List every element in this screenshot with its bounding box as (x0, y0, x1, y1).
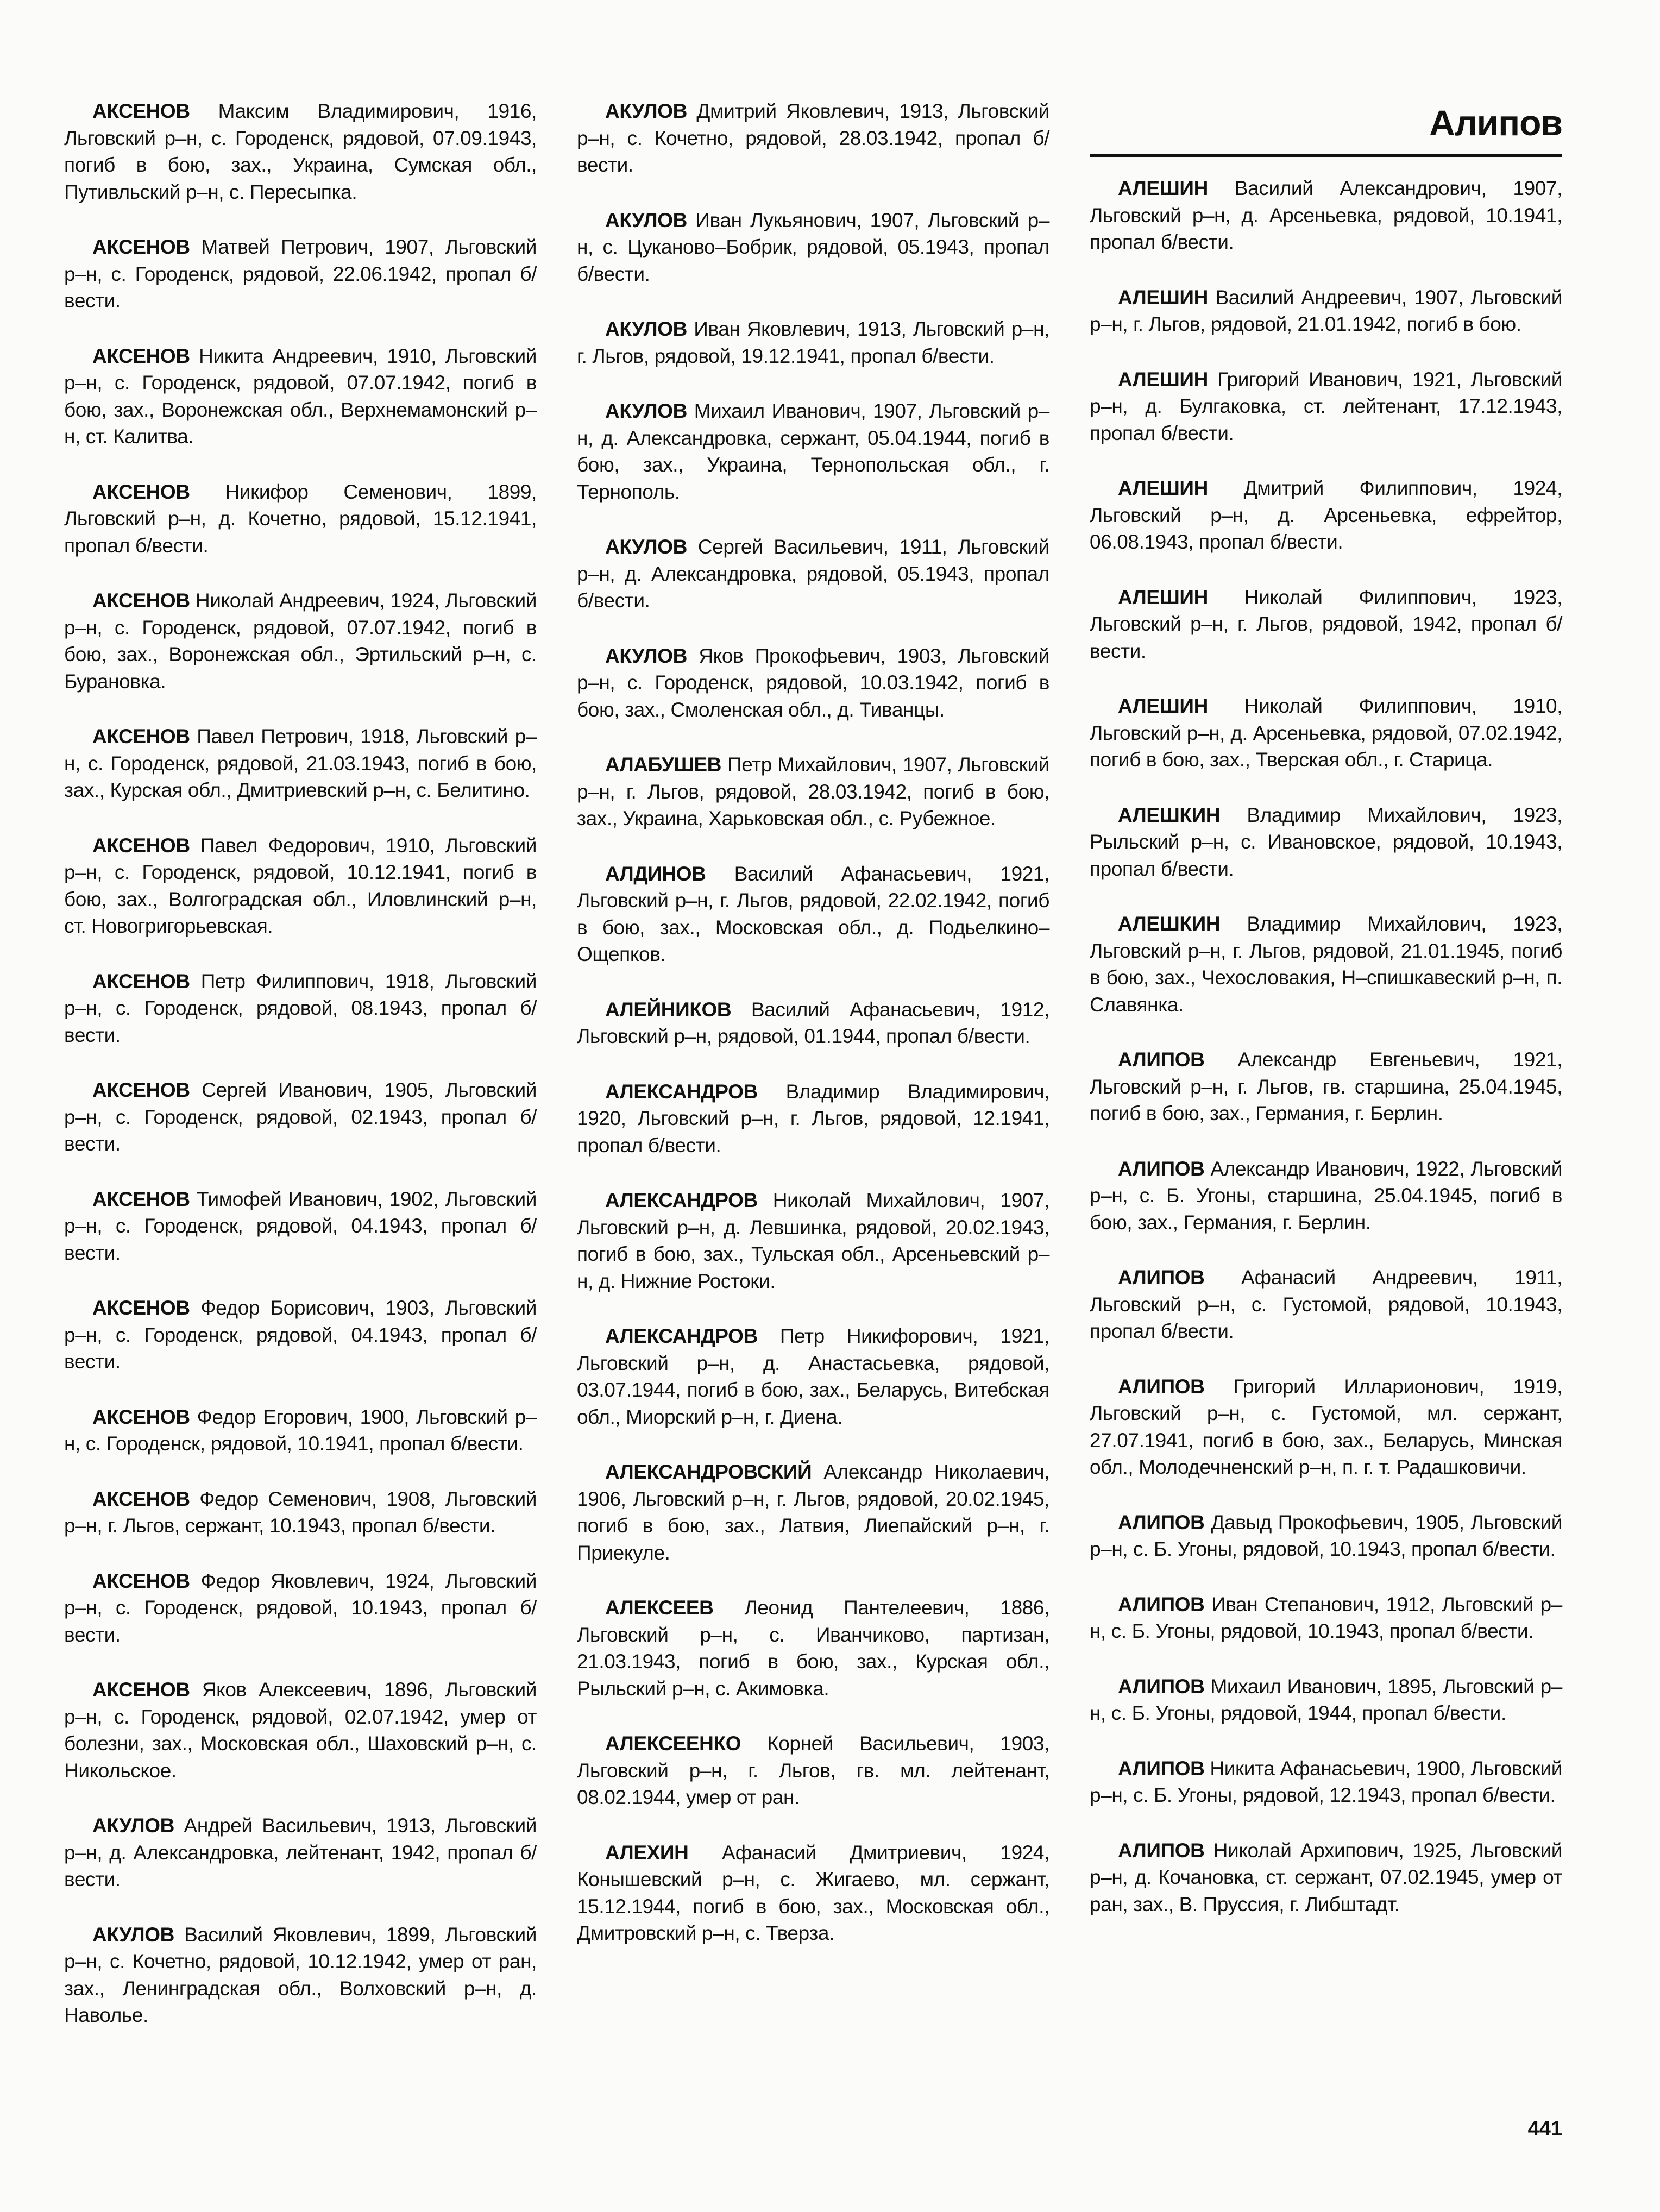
entry-surname: АЛДИНОВ (605, 862, 706, 885)
record-entry (1090, 1509, 1562, 1563)
entry-surname: АЛИПОВ (1118, 1757, 1205, 1780)
entry-surname: АКСЕНОВ (92, 970, 190, 992)
record-entry (577, 860, 1049, 968)
entry-details: Николай Филиппович, 1923, Льговский р–н, г. Льгов, рядовой, 1942, пропал б/вести. (1090, 586, 1562, 662)
entry-surname: АЛЕКСАНДРОВ (605, 1189, 758, 1211)
entry-surname: АКУЛОВ (605, 100, 687, 122)
entry-surname: АЛЕШИН (1118, 695, 1208, 717)
entry-details: Сергей Васильевич, 1911, Льговский р–н, д. Александровка, рядовой, 05.1943, пропал б/вести. (577, 536, 1049, 612)
entry-details: Сергей Иванович, 1905, Льговский р–н, с. Городенск, рядовой, 02.1943, пропал б/вести. (64, 1079, 537, 1155)
entry-surname: АКУЛОВ (605, 400, 687, 422)
entry-surname: АКСЕНОВ (92, 1679, 190, 1701)
entry-details: Петр Михайлович, 1907, Льговский р–н, г. Льгов, рядовой, 28.03.1942, погиб в бою, зах., Украина, Харьковская обл., с. Рубежное. (577, 753, 1049, 830)
entry-details: Владимир Михайлович, 1923, Рыльский р–н, с. Ивановское, рядовой, 10.1943, пропал б/вести. (1090, 803, 1562, 880)
entry-details: Матвей Петрович, 1907, Льговский р–н, с. Городенск, рядовой, 22.06.1942, пропал б/вести. (64, 236, 537, 312)
entry-surname: АЛЕКСАНДРОВСКИЙ (605, 1461, 812, 1483)
entry-details: Петр Филиппович, 1918, Льговский р–н, с. Городенск, рядовой, 08.1943, пропал б/вести. (64, 970, 537, 1046)
entry-details: Андрей Васильевич, 1913, Льговский р–н, д. Александровка, лейтенант, 1942, пропал б/вести. (64, 1814, 537, 1890)
record-entry (64, 723, 537, 804)
entry-surname: АЛЕШИН (1118, 177, 1208, 199)
entry-details: Афанасий Андреевич, 1911, Льговский р–н, с. Густомой, рядовой, 10.1943, пропал б/вести. (1090, 1266, 1562, 1342)
entry-details: Давыд Прокофьевич, 1905, Льговский р–н, с. Б. Угоны, рядовой, 10.1943, пропал б/вести. (1090, 1511, 1562, 1560)
running-header: Алипов (1429, 103, 1562, 143)
entry-details: Дмитрий Яковлевич, 1913, Льговский р–н, с. Кочетно, рядовой, 28.03.1942, пропал б/вести. (577, 100, 1049, 176)
record-entry (64, 1812, 537, 1893)
entry-surname: АКУЛОВ (605, 209, 687, 231)
record-entry (1090, 802, 1562, 883)
entry-surname: АЛЕШИН (1118, 286, 1208, 309)
entry-details: Федор Борисович, 1903, Льговский р–н, с. Городенск, рядовой, 04.1943, пропал б/вести. (64, 1297, 537, 1373)
record-entry (1090, 366, 1562, 447)
column-3 (1090, 175, 1562, 1946)
record-entry (1090, 1264, 1562, 1345)
entry-surname: АКУЛОВ (92, 1923, 174, 1946)
record-entry (64, 968, 537, 1049)
entry-details: Федор Яковлевич, 1924, Льговский р–н, с. Городенск, рядовой, 10.1943, пропал б/вести. (64, 1569, 537, 1646)
record-entry (64, 234, 537, 315)
record-entry (1090, 284, 1562, 338)
entry-details: Максим Владимирович, 1916, Льговский р–н, с. Городенск, рядовой, 07.09.1943, погиб в бою, зах., Украина, Сумская обл., Путивльский р–н, с. Пересыпка. (64, 100, 537, 203)
entry-surname: АКСЕНОВ (92, 1569, 190, 1592)
entry-details: Иван Лукьянович, 1907, Льговский р–н, с. Цуканово–Бобрик, рядовой, 05.1943, пропал б/вести. (577, 209, 1049, 285)
entry-details: Александр Николаевич, 1906, Льговский р–н, г. Льгов, рядовой, 20.02.1945, погиб в бою, зах., Латвия, Лиепайский р–н, г. Приекуле. (577, 1461, 1049, 1564)
entry-surname: АЛЕШИН (1118, 368, 1208, 391)
record-entry (64, 1404, 537, 1457)
entry-surname: АЛИПОВ (1118, 1593, 1205, 1616)
entry-details: Александр Иванович, 1922, Льговский р–н, с. Б. Угоны, старшина, 25.04.1945, погиб в бою, зах., Германия, г. Берлин. (1090, 1157, 1562, 1234)
record-entry (577, 207, 1049, 288)
entry-details: Василий Афанасьевич, 1912, Льговский р–н, рядовой, 01.1944, пропал б/вести. (577, 998, 1049, 1047)
record-entry (64, 479, 537, 560)
entry-surname: АКСЕНОВ (92, 1079, 190, 1101)
record-entry (577, 398, 1049, 505)
entry-details: Корней Васильевич, 1903, Льговский р–н, г. Льгов, гв. мл. лейтенант, 08.02.1944, умер от ран. (577, 1732, 1049, 1808)
entry-surname: АКУЛОВ (92, 1814, 174, 1837)
record-entry (1090, 1155, 1562, 1236)
entry-surname: АКСЕНОВ (92, 480, 190, 503)
entry-details: Яков Алексеевич, 1896, Льговский р–н, с. Городенск, рядовой, 02.07.1942, умер от болезни, зах., Московская обл., Шаховский р–н, с. Никольское. (64, 1679, 537, 1782)
entry-details: Василий Андреевич, 1907, Льговский р–н, г. Льгов, рядовой, 21.01.1942, погиб в бою. (1090, 286, 1563, 335)
entry-details: Николай Андреевич, 1924, Льговский р–н, с. Городенск, рядовой, 07.07.1942, погиб в бою, зах., Воронежская обл., Эртильский р–н, с. Бурановка. (64, 589, 537, 693)
entry-details: Александр Евгеньевич, 1921, Льговский р–н, г. Льгов, гв. старшина, 25.04.1945, погиб в бою, зах., Германия, г. Берлин. (1090, 1048, 1562, 1124)
record-entry (1090, 584, 1562, 665)
record-entry (64, 587, 537, 695)
entry-surname: АКСЕНОВ (92, 344, 190, 367)
record-entry (577, 996, 1049, 1050)
entry-details: Владимир Владимирович, 1920, Льговский р–н, г. Льгов, рядовой, 12.1941, пропал б/вести. (577, 1080, 1049, 1157)
entry-details: Никита Афанасьевич, 1900, Льговский р–н, с. Б. Угоны, рядовой, 12.1943, пропал б/вести. (1090, 1757, 1562, 1806)
entry-details: Михаил Иванович, 1895, Льговский р–н, с. Б. Угоны, рядовой, 1944, пропал б/вести. (1090, 1675, 1562, 1724)
entry-details: Никифор Семенович, 1899, Льговский р–н, д. Кочетно, рядовой, 15.12.1941, пропал б/вести. (64, 480, 537, 557)
record-entry (577, 316, 1049, 369)
entry-details: Леонид Пантелеевич, 1886, Льговский р–н, с. Иванчиково, партизан, 21.03.1943, погиб в бою, зах., Курская обл., Рыльский р–н, с. Акимовка. (577, 1597, 1049, 1700)
record-entry (577, 1187, 1049, 1294)
record-entry (1090, 1046, 1562, 1127)
entry-details: Павел Петрович, 1918, Льговский р–н, с. Городенск, рядовой, 21.03.1943, погиб в бою, зах., Курская обл., Дмитриевский р–н, с. Белитино. (64, 725, 537, 801)
entry-surname: АЛЕХИН (605, 1841, 689, 1864)
record-entry (64, 343, 537, 450)
record-entry (577, 533, 1049, 614)
record-entry (577, 1594, 1049, 1702)
record-entry (64, 1676, 537, 1784)
entry-surname: АКСЕНОВ (92, 1187, 190, 1210)
entry-details: Иван Степанович, 1912, Льговский р–н, с. Б. Угоны, рядовой, 10.1943, пропал б/вести. (1090, 1593, 1562, 1642)
entry-details: Владимир Михайлович, 1923, Льговский р–н, г. Льгов, рядовой, 21.01.1945, погиб в бою, зах., Чехословакия, Н–спишкавеский р–н, п. Славянка. (1090, 913, 1562, 1016)
entry-details: Павел Федорович, 1910, Льговский р–н, с. Городенск, рядовой, 10.12.1941, погиб в бою, зах., Волгоградская обл., Иловлинский р–н, ст. Новогригорьевская. (64, 834, 537, 937)
entry-surname: АКУЛОВ (605, 644, 687, 667)
record-entry (1090, 693, 1562, 774)
entry-surname: АЛЕШИН (1118, 586, 1208, 608)
record-entry (577, 1730, 1049, 1811)
record-entry (64, 1294, 537, 1375)
entry-details: Николай Филиппович, 1910, Льговский р–н, д. Арсеньевка, рядовой, 07.02.1942, погиб в бою, зах., Тверская обл., г. Старица. (1090, 695, 1562, 771)
entry-details: Василий Афанасьевич, 1921, Льговский р–н, г. Льгов, рядовой, 22.02.1942, погиб в бою, зах., Московская обл., д. Подьелкино–Ощепков. (577, 862, 1049, 965)
entry-surname: АЛИПОВ (1118, 1048, 1205, 1071)
entry-surname: АЛЕКСАНДРОВ (605, 1080, 758, 1103)
entry-surname: АЛЕШИН (1118, 477, 1208, 499)
record-entry (64, 1921, 537, 2029)
entry-details: Михаил Иванович, 1907, Льговский р–н, д. Александровка, сержант, 05.04.1944, погиб в бою, зах., Украина, Тернопольская обл., г. Тернополь. (577, 400, 1049, 503)
entry-surname: АКСЕНОВ (92, 725, 190, 747)
entry-details: Тимофей Иванович, 1902, Льговский р–н, с. Городенск, рядовой, 04.1943, пропал б/вести. (64, 1187, 537, 1264)
record-entry (577, 1459, 1049, 1566)
entry-surname: АЛИПОВ (1118, 1675, 1205, 1698)
entry-surname: АКСЕНОВ (92, 236, 190, 258)
record-entry (64, 832, 537, 940)
entry-details: Николай Михайлович, 1907, Льговский р–н, д. Левшинка, рядовой, 20.02.1943, погиб в бою, зах., Тульская обл., Арсеньевский р–н, д. Нижние Ростоки. (577, 1189, 1049, 1292)
record-entry (577, 751, 1049, 832)
entry-surname: АЛЕКСАНДРОВ (605, 1325, 758, 1347)
record-entry (64, 98, 537, 205)
record-entry (577, 98, 1049, 179)
record-entry (577, 1839, 1049, 1947)
entry-surname: АЛИПОВ (1118, 1157, 1205, 1180)
entry-surname: АЛЕКСЕЕВ (605, 1597, 714, 1619)
column-2 (577, 98, 1049, 1975)
entry-surname: АЛЕШКИН (1118, 803, 1221, 826)
entry-surname: АЛАБУШЕВ (605, 753, 721, 776)
entry-surname: АЛЕШКИН (1118, 913, 1221, 935)
record-entry (577, 1078, 1049, 1159)
record-entry (1090, 475, 1562, 556)
record-entry (1090, 1837, 1562, 1918)
record-entry (1090, 175, 1562, 256)
record-entry (1090, 1755, 1562, 1809)
entry-details: Петр Никифорович, 1921, Льговский р–н, д. Анастасьевка, рядовой, 03.07.1944, погиб в бою, зах., Беларусь, Витебская обл., Миорский р–н, г. Диена. (577, 1325, 1049, 1428)
entry-surname: АЛЕКСЕЕНКО (605, 1732, 741, 1755)
entry-details: Федор Семенович, 1908, Льговский р–н, г. Льгов, сержант, 10.1943, пропал б/вести. (64, 1487, 537, 1537)
entry-details: Василий Александрович, 1907, Льговский р–н, д. Арсеньевка, рядовой, 10.1941, пропал б/вести. (1090, 177, 1562, 253)
record-entry (577, 643, 1049, 724)
record-entry (64, 1077, 537, 1158)
entry-surname: АЛИПОВ (1118, 1839, 1205, 1862)
record-entry (577, 1323, 1049, 1430)
entry-surname: АКСЕНОВ (92, 834, 190, 857)
entry-details: Дмитрий Филиппович, 1924, Льговский р–н, д. Арсеньевка, ефрейтор, 06.08.1943, пропал б/вести. (1090, 477, 1562, 553)
entry-details: Григорий Иванович, 1921, Льговский р–н, д. Булгаковка, ст. лейтенант, 17.12.1943, пропал б/вести. (1090, 368, 1562, 444)
record-entry (1090, 910, 1562, 1018)
entry-surname: АЛИПОВ (1118, 1375, 1205, 1398)
entry-surname: АЛЕЙНИКОВ (605, 998, 732, 1021)
entry-surname: АКСЕНОВ (92, 100, 190, 122)
entry-details: Иван Яковлевич, 1913, Льговский р–н, г. Льгов, рядовой, 19.12.1941, пропал б/вести. (577, 318, 1049, 367)
entry-details: Афанасий Дмитриевич, 1924, Конышевский р–н, с. Жигаево, мл. сержант, 15.12.1944, погиб в бою, зах., Московская обл., Дмитровский р–н, с. Тверза. (577, 1841, 1049, 1944)
entry-surname: АКСЕНОВ (92, 1487, 190, 1510)
entry-surname: АКУЛОВ (605, 318, 687, 340)
record-entry (1090, 1373, 1562, 1481)
entry-details: Николай Архипович, 1925, Льговский р–н, д. Кочановка, ст. сержант, 07.02.1945, умер от ран, зах., В. Пруссия, г. Либштадт. (1090, 1839, 1562, 1915)
entry-surname: АКСЕНОВ (92, 589, 190, 612)
record-entry (1090, 1591, 1562, 1645)
header-rule (1090, 154, 1562, 157)
entry-details: Федор Егорович, 1900, Льговский р–н, с. Городенск, рядовой, 10.1941, пропал б/вести. (64, 1405, 537, 1455)
record-entry (64, 1186, 537, 1267)
entry-surname: АЛИПОВ (1118, 1511, 1205, 1534)
column-1 (64, 98, 537, 2057)
entry-details: Яков Прокофьевич, 1903, Льговский р–н, с. Городенск, рядовой, 10.03.1942, погиб в бою, зах., Смоленская обл., д. Тиванцы. (577, 644, 1049, 721)
entry-details: Григорий Илларионович, 1919, Льговский р–н, с. Густомой, мл. сержант, 27.07.1941, погиб в бою, зах., Беларусь, Минская обл., Молодечненский р–н, п. г. т. Радашковичи. (1090, 1375, 1562, 1478)
record-entry (1090, 1673, 1562, 1727)
entry-surname: АЛИПОВ (1118, 1266, 1205, 1289)
record-entry (64, 1568, 537, 1649)
entry-details: Никита Андреевич, 1910, Льговский р–н, с. Городенск, рядовой, 07.07.1942, погиб в бою, зах., Воронежская обл., Верхнемамонский р–н, ст. Калитва. (64, 344, 537, 448)
entry-surname: АКСЕНОВ (92, 1297, 190, 1319)
entry-details: Василий Яковлевич, 1899, Льговский р–н, с. Кочетно, рядовой, 10.12.1942, умер от ран, зах., Ленинградская обл., Волховский р–н, д. Наволье. (64, 1923, 537, 2026)
entry-surname: АКУЛОВ (605, 536, 687, 558)
entry-surname: АКСЕНОВ (92, 1405, 190, 1428)
page-number: 441 (1527, 2117, 1562, 2140)
record-entry (64, 1486, 537, 1539)
